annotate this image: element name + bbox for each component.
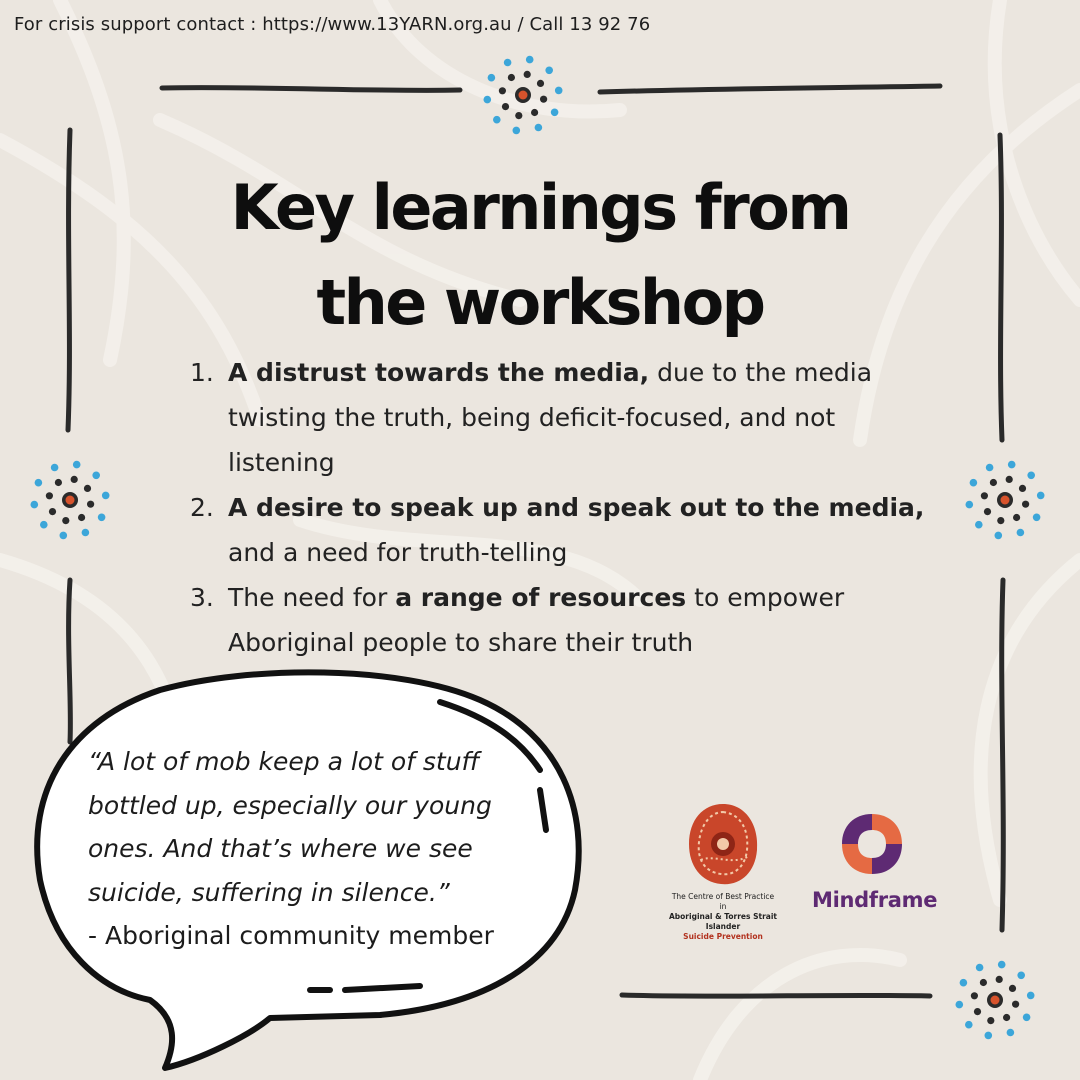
motif-outer-dot [82,529,90,537]
motif-outer-dot [555,87,563,95]
quote-block [88,740,548,958]
motif-inner-dot [508,74,515,81]
motif-outer-dot [493,116,501,124]
motif-inner-dot [1012,1001,1019,1008]
motif-outer-dot [102,492,110,500]
motif-inner-dot [996,976,1003,983]
motif-outer-dot [976,964,984,972]
motif-outer-dot [970,479,978,487]
quote-text: “A lot of mob keep a lot of stuff bottled up, especially our young ones. And that’s where we see suicide, suffering in silence.” [88,747,492,907]
motif-centre-dot [519,91,528,100]
cbp-line-1: The Centre of Best Practice in [671,892,775,911]
key-learnings-list [190,350,930,665]
page-title [140,160,940,350]
motif-outer-dot [40,521,48,529]
learning-highlight: a range of resources [395,583,687,612]
motif-outer-dot [504,59,512,67]
cbp-stone-icon [683,800,763,888]
motif-outer-dot [975,521,983,529]
learning-highlight: A desire to speak up and speak out to the media, [228,493,925,522]
motif-outer-dot [92,472,100,480]
motif-outer-dot [1007,1029,1015,1037]
motif-outer-dot [1008,461,1016,469]
motif-inner-dot [971,992,978,999]
dot-motif-right-icon [966,461,1045,539]
motif-inner-dot [87,501,94,508]
motif-outer-dot [551,109,559,117]
cbp-line-2: Aboriginal & Torres Strait Islander [668,912,777,931]
motif-outer-dot [1017,972,1025,980]
mindframe-mark-icon [836,808,908,880]
motif-inner-dot [984,508,991,515]
motif-inner-dot [997,517,1004,524]
learning-number: 2. [190,493,214,522]
crisis-support-notice: For crisis support contact : https://www.13YARN.org.au / Call 13 92 76 [14,14,651,35]
motif-outer-dot [1033,514,1041,522]
motif-outer-dot [484,96,492,104]
motif-inner-dot [1003,1014,1010,1021]
motif-outer-dot [35,479,43,487]
motif-outer-dot [545,67,553,75]
title-line-2: the workshop [316,266,764,339]
motif-inner-dot [62,517,69,524]
motif-outer-dot [1023,1014,1031,1022]
motif-outer-dot [1037,492,1045,500]
motif-inner-dot [990,479,997,486]
motif-inner-dot [537,80,544,87]
motif-outer-dot [51,464,59,472]
motif-outer-dot [960,979,968,987]
learning-text: and a need for truth-telling [228,538,568,567]
motif-inner-dot [1006,476,1013,483]
motif-inner-dot [1022,501,1029,508]
learning-number: 3. [190,583,214,612]
motif-outer-dot [513,127,521,135]
title-line-1: Key learnings from [230,171,850,244]
motif-inner-dot [84,485,91,492]
motif-inner-dot [49,508,56,515]
learning-number: 1. [190,358,214,387]
motif-inner-dot [71,476,78,483]
motif-outer-dot [956,1001,964,1009]
learning-highlight: A distrust towards the media, [228,358,650,387]
motif-inner-dot [78,514,85,521]
motif-outer-dot [1027,992,1035,1000]
motif-inner-dot [540,96,547,103]
motif-outer-dot [98,514,106,522]
motif-inner-dot [55,479,62,486]
motif-outer-dot [966,501,974,509]
motif-inner-dot [980,979,987,986]
learning-text: due to the media twisting the truth, being deficit-focused, and not listening [228,358,873,477]
motif-outer-dot [985,1032,993,1040]
motif-outer-dot [986,464,994,472]
motif-inner-dot [524,71,531,78]
motif-outer-dot [1017,529,1025,537]
motif-outer-dot [535,124,543,132]
motif-outer-dot [965,1021,973,1029]
motif-outer-dot [60,532,68,540]
motif-outer-dot [526,56,534,64]
learning-item-1 [190,350,930,485]
motif-inner-dot [515,112,522,119]
motif-inner-dot [981,492,988,499]
mindframe-logo [812,808,938,912]
mindframe-wordmark: Mindframe [812,888,938,912]
dot-motif-bottom-right-icon [956,961,1035,1039]
motif-centre-dot [991,996,1000,1005]
learning-text: to empower Aboriginal people to share their truth [228,583,845,657]
dot-motif-left-icon [31,461,110,539]
motif-inner-dot [1009,985,1016,992]
motif-inner-dot [974,1008,981,1015]
motif-centre-dot [66,496,75,505]
motif-inner-dot [1013,514,1020,521]
motif-inner-dot [987,1017,994,1024]
learning-item-2 [190,485,930,575]
motif-outer-dot [73,461,81,469]
motif-outer-dot [995,532,1003,540]
motif-inner-dot [531,109,538,116]
motif-inner-dot [1019,485,1026,492]
quote-attribution: - Aboriginal community member [88,921,494,950]
motif-outer-dot [1027,472,1035,480]
motif-inner-dot [46,492,53,499]
cbp-line-3: Suicide Prevention [683,932,763,941]
motif-outer-dot [998,961,1006,969]
motif-centre-dot [1001,496,1010,505]
motif-outer-dot [31,501,39,509]
learning-text-prefix: The need for [228,583,396,612]
motif-outer-dot [488,74,496,82]
cbp-logo [668,800,778,942]
motif-inner-dot [502,103,509,110]
motif-inner-dot [499,87,506,94]
